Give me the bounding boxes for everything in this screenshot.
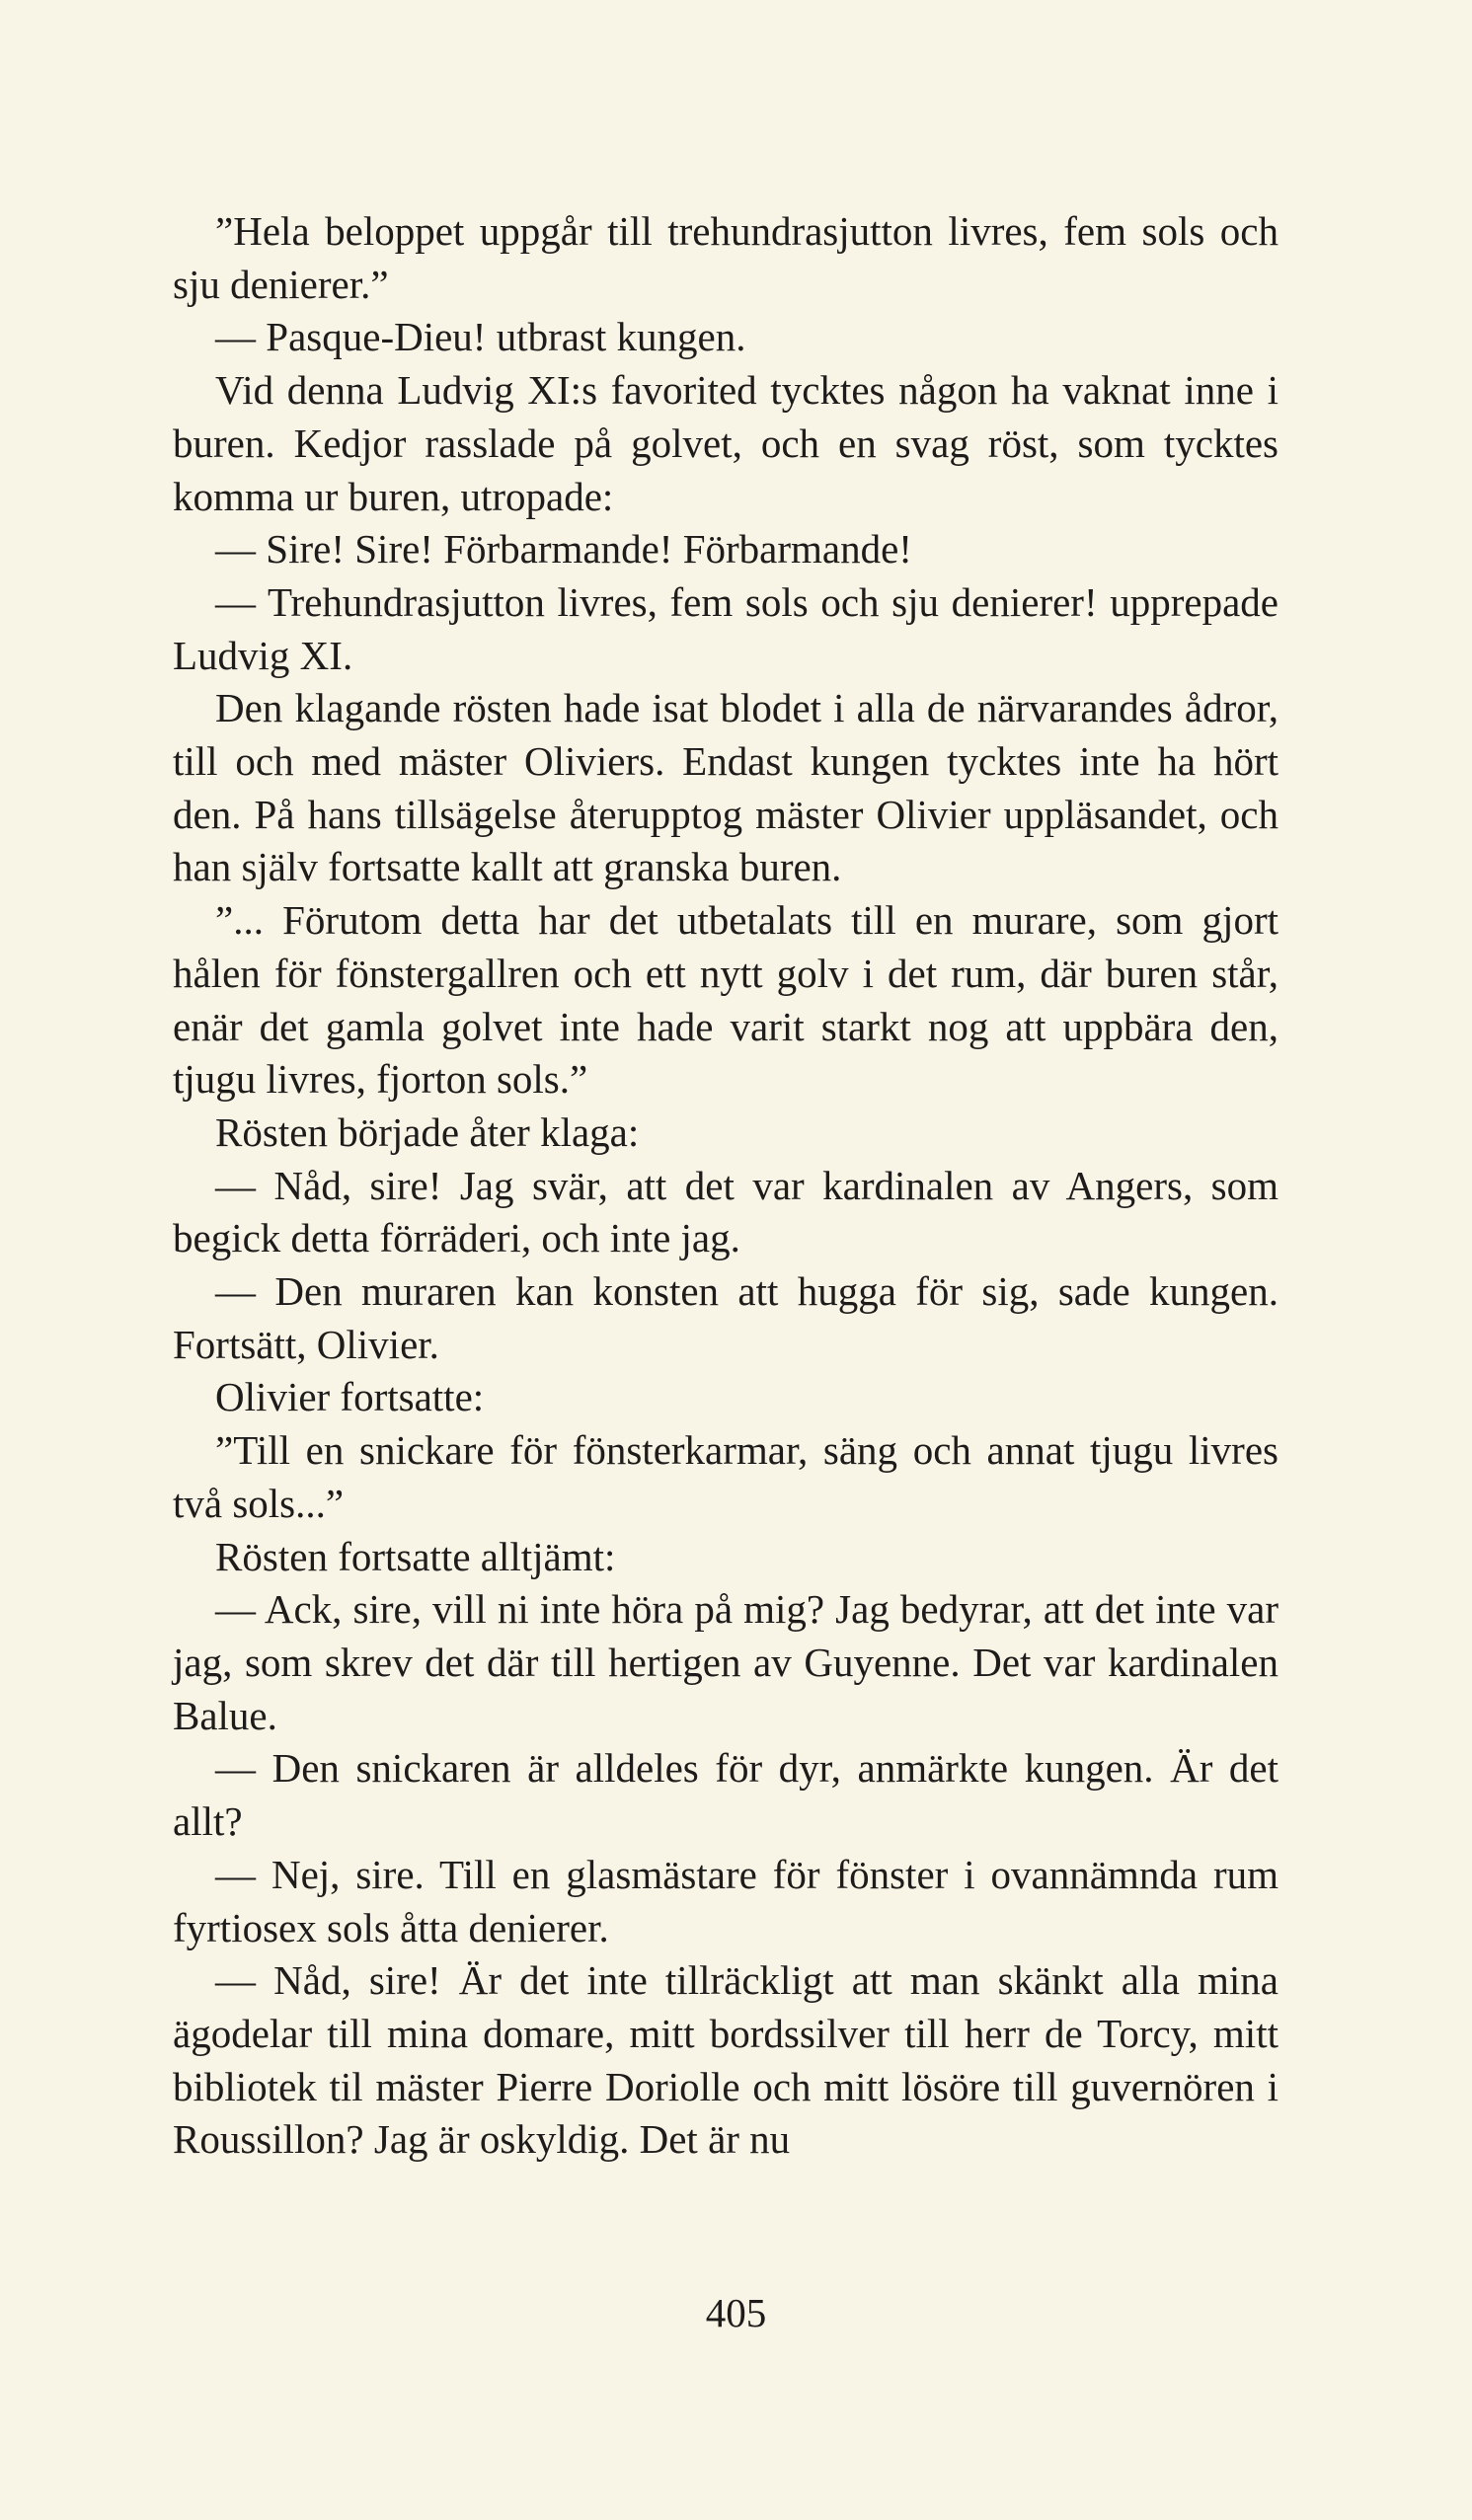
paragraph-11: Olivier fortsatte: bbox=[215, 1374, 485, 1420]
paragraph-16: — Nej, sire. Till en glasmästare för fönster i ovannämnda rum fyrtiosex sols åtta denierer. bbox=[173, 1851, 1278, 1950]
paragraph-12: ”Till en snickare för fönsterkarmar, säng och annat tjugu livres två sols...” bbox=[173, 1427, 1278, 1526]
paragraph-17: — Nåd, sire! Är det inte tillräckligt att man skänkt alla mina ägodelar till mina domare, mitt bordssilver till herr de Torcy, mitt bibliotek til mäster Pierre Doriolle och mitt lösöre till guvernören i Roussillon? Jag är oskyldig. Det är nu bbox=[173, 1957, 1278, 2163]
paragraph-8: Rösten började åter klaga: bbox=[215, 1108, 640, 1155]
page-number: 405 bbox=[705, 2290, 767, 2335]
body-text bbox=[173, 205, 1278, 2167]
paragraph-15: — Den snickaren är alldeles för dyr, anmärkte kungen. Är det allt? bbox=[173, 1745, 1278, 1845]
paragraph-5: — Trehundrasjutton livres, fem sols och sju denierer! upprepade Ludvig XI. bbox=[173, 578, 1278, 678]
paragraph-10: — Den muraren kan konsten att hugga för sig, sade kungen. Fortsätt, Olivier. bbox=[173, 1268, 1278, 1367]
paragraph-6: Den klagande rösten hade isat blodet i alla de närvarandes ådror, till och med mäster Oliviers. Endast kungen tycktes inte ha hört den. På hans tillsägelse återupptog mäster Olivier uppläsandet, och han själv fortsatte kallt att granska buren. bbox=[173, 685, 1278, 890]
paragraph-14: — Ack, sire, vill ni inte höra på mig? Jag bedyrar, att det inte var jag, som skrev det där till hertigen av Guyenne. Det var kardinalen Balue. bbox=[173, 1586, 1278, 1738]
paragraph-4: — Sire! Sire! Förbarmande! Förbarmande! bbox=[215, 526, 912, 573]
paragraph-3: Vid denna Ludvig XI:s favorited tycktes någon ha vaknat inne i buren. Kedjor rasslade på golvet, och en svag röst, som tycktes komma ur buren, utropade: bbox=[173, 367, 1278, 519]
paragraph-1: ”Hela beloppet uppgår till trehundrasjutton livres, fem sols och sju denierer.” bbox=[173, 208, 1278, 307]
paragraph-7: ”... Förutom detta har det utbetalats till en murare, som gjort hålen för fönstergallren och ett nytt golv i det rum, där buren står, enär det gamla golvet inte hade varit starkt nog att uppbära den, tjugu livres, fjorton sols.” bbox=[173, 897, 1278, 1103]
paragraph-13: Rösten fortsatte alltjämt: bbox=[215, 1533, 616, 1579]
paragraph-2: — Pasque-Dieu! utbrast kungen. bbox=[215, 314, 746, 360]
paragraph-9: — Nåd, sire! Jag svär, att det var kardinalen av Angers, som begick detta förräderi, och inte jag. bbox=[173, 1162, 1278, 1261]
